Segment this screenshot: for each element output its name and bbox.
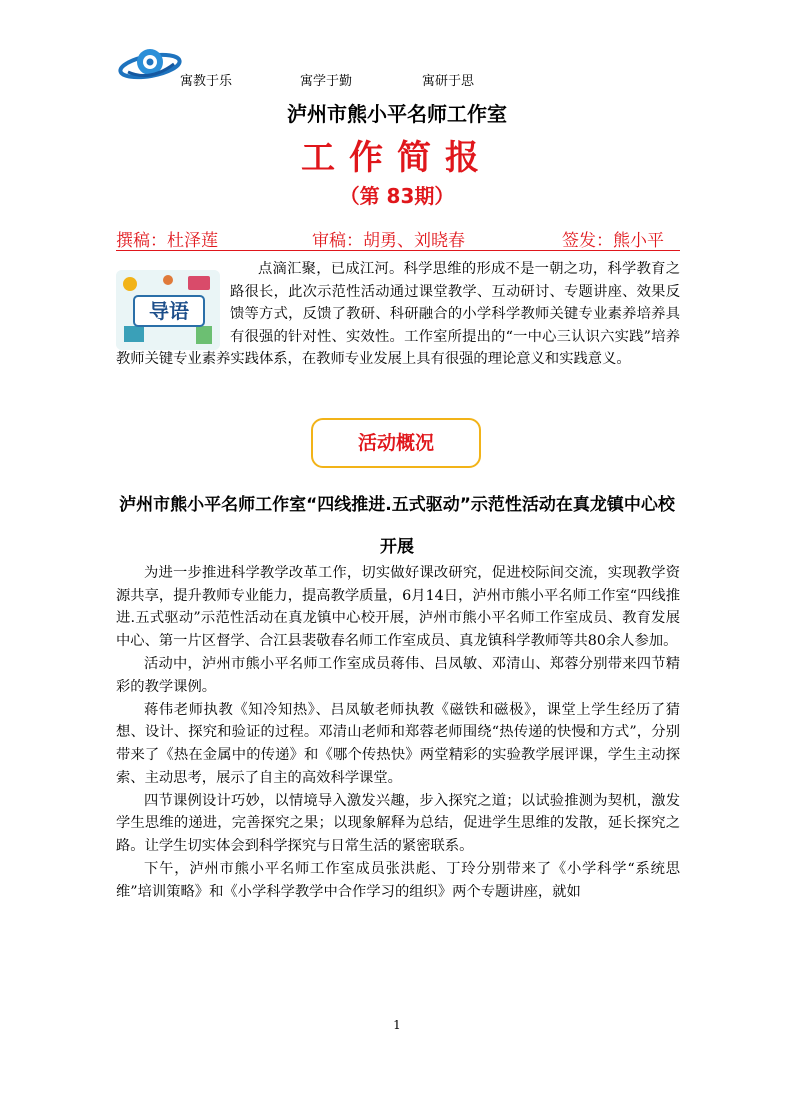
logo-icon	[118, 42, 182, 86]
motto-2: 寓学于勤	[300, 74, 353, 89]
body-paragraph-4: 四节课例设计巧妙，以情境导入激发兴趣，步入探究之道；以试验推测为契机，激发学生思维的递进，完善探究之果；以现象解释为总结，促进学生思维的发散，延长探究之路。让学生切实体会到科学探究与日常生活的紧密联系。	[116, 792, 680, 854]
intro-block	[116, 258, 680, 371]
body-paragraph-3: 蒋伟老师执教《知冷知热》、吕凤敏老师执教《磁铁和磁极》，课堂上学生经历了猜想、设计、探究和验证的过程。邓清山老师和郑蓉老师围绕“热传递的快慢和方式”，分别带来了《热在金属中的传递》和《哪个传热快》两堂精彩的实验教学展评课，学生主动探索、主动思考，展示了自主的高效科学课堂。	[116, 701, 680, 786]
article-headline: 泸州市熊小平名师工作室“四线推进.五式驱动”示范性活动在真龙镇中心校开展	[119, 495, 675, 557]
article-body	[116, 562, 680, 904]
issuer-credit: 签发：熊小平	[562, 231, 664, 251]
section-label-box: 活动概况	[311, 418, 481, 468]
issue-number: （第 83期）	[339, 184, 455, 208]
org-title: 泸州市熊小平名师工作室	[287, 102, 507, 126]
writer-credit: 撰稿：杜泽莲	[116, 231, 218, 251]
reviewer-credit: 审稿：胡勇、刘晓春	[312, 231, 465, 251]
page-number: 1	[393, 1018, 401, 1032]
body-paragraph-1: 为进一步推进科学教学改革工作，切实做好课改研究，促进校际间交流，实现教学资源共享，提升教师专业能力，提高教学质量，6月14日，泸州市熊小平名师工作室“四线推进.五式驱动”示范性活动在真龙镇中心校开展，泸州市熊小平名师工作室成员、教育发展中心、第一片区督学、合江县裴敬春名师工作室成员、真龙镇科学教师等共80余人参加。	[116, 565, 680, 649]
motto-1: 寓教于乐	[180, 74, 233, 89]
intro-paragraph: 点滴汇聚，已成江河。科学思维的形成不是一朝之功，科学教育之路很长，此次示范性活动通过课堂教学、互动研讨、专题讲座、效果反馈等方式，反馈了教研、科研融合的小学科学教师关键专业素养培养具有很强的针对性、实效性。工作室所提出的“一中心三认识六实践”培养教师关键专业素养实践体系，在教师专业发展上具有很强的理论意义和实践意义。	[116, 261, 680, 367]
logo	[118, 42, 182, 86]
intro-label: 导语	[149, 299, 189, 323]
image-spacer	[116, 258, 230, 342]
credits-line	[116, 226, 680, 251]
body-paragraph-5: 下午，泸州市熊小平名师工作室成员张洪彪、丁玲分别带来了《小学科学“系统思维”培训策略》和《小学科学教学中合作学习的组织》两个专题讲座，就如	[116, 861, 680, 900]
main-title: 工作简报	[301, 138, 493, 178]
motto-line	[180, 70, 540, 90]
motto-3: 寓研于思	[422, 74, 475, 89]
body-paragraph-2: 活动中，泸州市熊小平名师工作室成员蒋伟、吕凤敏、邓清山、郑蓉分别带来四节精彩的教学课例。	[116, 655, 680, 695]
